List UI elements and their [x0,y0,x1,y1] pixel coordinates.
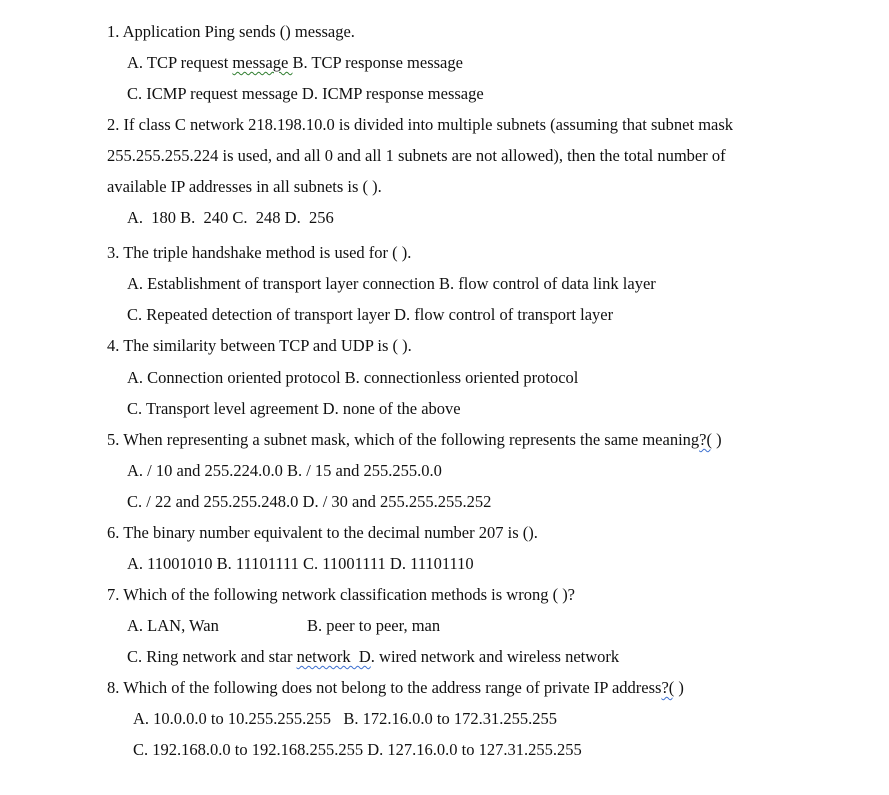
question-3-stem: 3. The triple handshake method is used for ( ). [107,243,412,262]
q8-stem-close: ) [674,678,684,697]
question-2-stem-line-1: 2. If class C network 218.198.10.0 is divided into multiple subnets (assuming that subnet mask [107,115,734,134]
q7-option-d-text: . wired network and wireless network [370,647,620,666]
q5-stem-text: 5. When representing a subnet mask, which of the following represents the same meaning [107,430,700,449]
question-7-option-a: A. LAN, Wan [127,616,219,635]
spellcheck-underline: ?( [699,430,712,449]
question-5-option-cd: C. / 22 and 255.255.248.0 D. / 30 and 255.255.255.252 [127,492,492,511]
spellcheck-underline: network D [296,647,371,666]
question-4-option-cd: C. Transport level agreement D. none of the above [127,399,461,418]
question-5-stem [107,430,722,450]
question-2-options: A. 180 B. 240 C. 248 D. 256 [127,208,334,227]
question-3-option-ab: A. Establishment of transport layer connection B. flow control of data link layer [127,274,656,293]
q8-stem-text: 8. Which of the following does not belong to the address range of private IP address [107,678,662,697]
question-3-option-cd: C. Repeated detection of transport layer D. flow control of transport layer [127,305,614,324]
question-1-stem: 1. Application Ping sends () message. [107,22,355,41]
spellcheck-underline: ?( [661,678,675,697]
question-5-option-ab: A. / 10 and 255.224.0.0 B. / 15 and 255.255.0.0 [127,461,442,480]
question-8-stem [107,678,684,698]
question-6-options: A. 11001010 B. 11101111 C. 11001111 D. 11101110 [127,554,474,573]
question-6-stem: 6. The binary number equivalent to the decimal number 207 is (). [107,523,538,542]
question-7-option-b: B. peer to peer, man [307,616,441,635]
question-4-stem: 4. The similarity between TCP and UDP is ( ). [107,336,412,355]
question-1-option-ab [127,53,463,73]
spellcheck-underline: message [232,53,293,72]
question-2-stem-line-3: available IP addresses in all subnets is ( ). [107,177,382,196]
question-1-option-cd: C. ICMP request message D. ICMP response message [127,84,484,103]
q7-option-c-text: C. Ring network and star [127,647,297,666]
q1-option-a-text: A. TCP request [127,53,233,72]
q1-option-b-text: B. TCP response message [292,53,463,72]
question-8-option-cd: C. 192.168.0.0 to 192.168.255.255 D. 127.16.0.0 to 127.31.255.255 [133,740,582,759]
question-7-option-cd [127,647,619,667]
question-4-option-ab: A. Connection oriented protocol B. connectionless oriented protocol [127,368,579,387]
question-8-option-ab: A. 10.0.0.0 to 10.255.255.255 B. 172.16.0.0 to 172.31.255.255 [133,709,557,728]
question-7-stem: 7. Which of the following network classification methods is wrong ( )? [107,585,576,604]
question-2-stem-line-2: 255.255.255.224 is used, and all 0 and all 1 subnets are not allowed), then the total number of [107,146,726,165]
q5-stem-close: ) [711,430,722,449]
